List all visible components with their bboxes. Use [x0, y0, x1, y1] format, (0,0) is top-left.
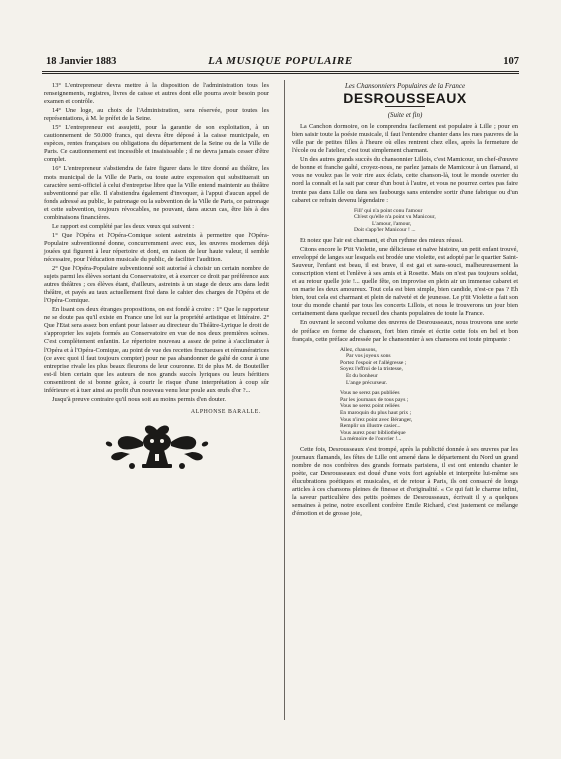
author-signature: ALPHONSE BARALLE. [190, 408, 261, 415]
left-paragraph: Jusqu'à preuve contraire qu'il nous soit au moins permis d'en douter. [52, 395, 227, 403]
verse-line: Vous ne serez pas publiées [340, 390, 400, 397]
series-title: Les Chansonniers Populaires de la France [344, 82, 466, 90]
article-subtitle: (Suite et fin) [387, 111, 423, 120]
column-divider [284, 80, 285, 720]
verse-line: Allez, chansons, [340, 346, 377, 353]
fleuron-ornament-icon [102, 422, 212, 474]
verse-line: Par les journaux de tous pays ; [340, 396, 409, 403]
verse-line: L'amour, l'amour, [372, 220, 412, 227]
left-paragraph: 1° Que l'Opéra et l'Opéra-Comique soient astreints à permettre que l'Opéra-Populaire subventionné donne, concurremment avec eux, les œuvres modernes déjà jouées qui figurent à leur répertoire et dont, en raison de leur haute valeur, il semble nécessaire, pour l'éducation musicale du public, de faciliter l'audition. [44, 231, 269, 263]
page-number: 107 [503, 56, 519, 67]
left-paragraph: En lisant ces deux étranges propositions, on est fondé à croire : 1° Que le rapporteur ne se doute pas qu'il existe en France une loi sur la propriété artistique et littéraire. 2° Que l'Etat sera assez bon enfant pour laisser au directeur du Théâtre-Lyrique le droit de s'approprier les sujets formés au Conservatoire en vue de nos deux premières scènes. C'est complètement enfantin. Le répertoire nouveau a assez de peine à s'acclimater à l'Opéra et à l'Opéra-Comique, au point de vue des recettes fructueuses et rémunératrices (ce avec quoi il faut toujours compter) pour ne pas abandonner de gaîté de cœur à une entreprise rivale les plus beaux fleurons de leur couronne. Et de plus M. de Bouteiller est-il bien certain que les auteurs de nos grands succès lyriques ou leurs héritiers consentiront de si bonne grâce, à courir le risque d'une interprétation à coup sûr inférieure et à tuer ainsi au profit d'un nouveau venu leur poule aux œufs d'or ?... [44, 306, 269, 394]
song-preface-verse [340, 347, 518, 443]
right-paragraph: En ouvrant le second volume des œuvres de Desrousseaux, nous trouvons une sorte de préface en forme de chanson, fort bien rimée et écrite cette fois en bel et bon français, cette préface adressée par le chansonnier à ses chansons est toute pimpante : [292, 319, 518, 343]
left-paragraph: 16° L'entrepreneur s'abstiendra de faire figurer dans le titre donné au théâtre, les mots municipal de la Ville de Paris, ou toute autre expression qui substituerait un caractère semi-officiel à celui d'entreprise libre que la Ville entend maintenir au théâtre subventionné par elle. Il s'abstiendra également d'invoquer, à l'appui d'aucun appel de fonds adressé au public, le patronage ou la subvention de la Ville de Paris, ce patronage et cette subvention, toujours révocables, ne pouvant, dans aucun cas, être liés à des combinaisons financières. [44, 165, 269, 221]
verse-line: Par vos joyeux sons [346, 353, 391, 360]
right-paragraph: Cette fois, Desrousseaux s'est trompé, après la publicité donnée à ses œuvres par les journaux flamands, les fêtes de Lille ont amené dans le département du Nord un grand nombre de nos confrères des grands formats parisiens, il est ont entendu chanter le poète, car Desrousseaux est doué d'une voix fort agréable et interprète lui-même ses élucubrations poétiques et musicales, et de retour à Paris, ils ont consacré de longs articles à ces chansons pleines de finesse et d'originalité. « Ce qui fait le charme infini, la saveur particulière des petits poèmes de Desrousseaux, écrivait il y a quelques semaines à peine, notre excellent confrère Emile Richard, c'est justement ce mélange d'émotion et de grosse joie, [292, 445, 518, 518]
right-paragraph: Et notez que l'air est charmant, et d'un rythme des mieux réussi. [300, 236, 463, 244]
verse-line: La mémoire de l'ouvrier !... [340, 436, 402, 443]
verse-line: Doit s'app'ler Manicour ! ... [354, 227, 416, 234]
verse-line: Remplir un illustre casier... [340, 423, 401, 430]
verse-line: Vous n'irez point avec Béranger, [340, 416, 413, 423]
left-column [44, 82, 269, 474]
song-refrain [354, 208, 518, 234]
left-paragraph: Le rapport est complété par les deux vœux qui suivent : [52, 222, 194, 230]
left-paragraph: 15° L'entrepreneur est assujetti, pour la garantie de son exploitation, à un cautionnement de 50.000 francs, qui devra être déposé à la caisse municipale, en espèces, rentes françaises ou obligations du département de la Seine ou de la Ville de Paris. Ce cautionnement est incessible et insaisissable ; il ne devra jamais cesser d'être complet. [44, 124, 269, 164]
right-paragraph: Un des autres grands succès du chansonnier Lillois, c'est Mamicour, un chef-d'œuvre de bonne et franche gaîté, croyez-nous, ne parlez jamais de Mamicour à un flamand, si vous ne voulez pas le voir rire aux éclats, cette chanson-là, tout le monde ouvrier du nord la connaît et la sait par cœur d'un bout à l'autre, et vous ne pourrez certes pas faire trente pas dans Lille ou dans ses faubourgs sans entendre sortir d'une fabrique ou d'un cabaret ce refrain devenu légendaire : [292, 156, 518, 204]
verse-line: Vous aurez pour bibliothèque [340, 429, 406, 436]
verse-line: Ch'est qu'elle n'a point vu Manicour, [354, 214, 436, 221]
verse-line: Portez l'espoir et l'allégresse ; [340, 359, 407, 366]
left-paragraph: 13° L'entrepreneur devra mettre à la disposition de l'administration tous les renseignements, registres, livres de caisse et autres dont elle pourra avoir besoin pour examen et contrôle. [44, 82, 269, 106]
page-header [42, 54, 519, 70]
verse-line: Vous ne serez point reliées [340, 403, 400, 410]
header-rule-thin [42, 73, 519, 74]
left-paragraph: 14° Une loge, au choix de l'Administration, sera réservée, pour toutes les représentations, à M. le préfet de la Seine. [44, 107, 269, 123]
right-paragraph: Citons encore le P'tit Violette, une délicieuse et naïve histoire, un petit enfant trouvé, enveloppé de langes sur lesquels est brodée une violette, est adopté par le quartier Saint-Sauveur, l'enfant est beau, il est brave, il est gai et sans-souci, malheureusement la conscription vient et l'enlève à ses amis et à Rosette. Mais on n'est pas toujours soldat, et au retour quelle joie !... quelle fête, on improvise en plein air un immense cabaret et on marie les deux amoureux. Tout cela est bien simple, bien candide, n'est-ce pas ? Eh bien, tout cela est charmant et plein de naïveté et de jeunesse. Le p'tit Violette a fait son tour du monde chanté par tous les concerts Lillois, et nous le trouverons un jour bien certainement dans quelque recueil des chants populaires de toute la France. [292, 246, 518, 318]
right-paragraph: La Canchon dormoire, on le comprendra facilement est populaire à Lille ; pour en bien saisir toute la poésie musicale, il faut l'entendre chanter dans les rues pauvres de la ville par de petites filles à l'heure où elles rentrent chez elles, après la fermeture de l'école ou de l'atelier, c'est tout simplement charmant. [292, 123, 518, 155]
right-column [292, 82, 518, 519]
header-rule [42, 71, 519, 72]
verse-line: En maroquin du plus haut prix ; [340, 409, 412, 416]
verse-line: Fill' qui n'a point conu l'amour [354, 207, 423, 214]
verse-line: L'ange précurseur. [346, 379, 388, 386]
publication-title: LA MUSIQUE POPULAIRE [208, 55, 353, 67]
title-rule [385, 106, 425, 107]
left-paragraph: 2° Que l'Opéra-Populaire subventionné soit autorisé à choisir un certain nombre de sujets parmi les élèves sortant du Conservatoire, et à exercer ce droit par préférence aux autres théâtres ; ces élèves étant, d'ailleurs, astreints à un stage de deux ans dans ledit théâtre, et payés au taux actuellement fixé dans le cahier des charges de l'Opéra et de l'Opéra-Comique. [44, 265, 269, 305]
issue-date: 18 Janvier 1883 [46, 56, 117, 67]
verse-line: Et du bonheur [346, 372, 378, 379]
verse-line: Soyez l'effroi de la tristesse, [340, 366, 403, 373]
article-title: DESROUSSEAUX [343, 90, 467, 107]
